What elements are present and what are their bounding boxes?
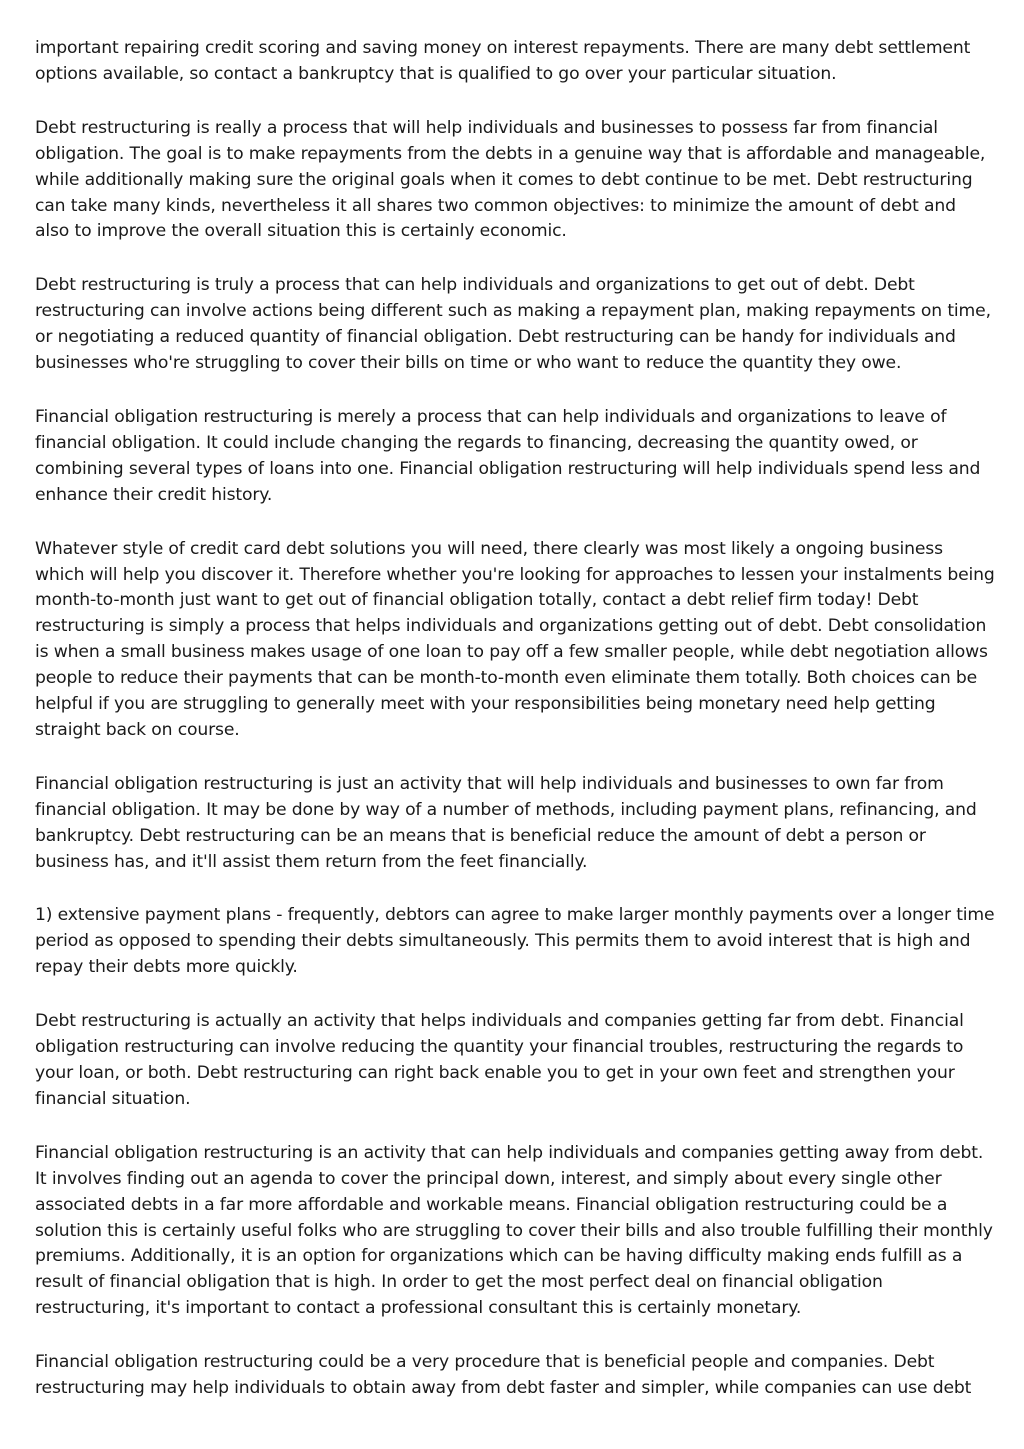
paragraph-2: Debt restructuring is really a process that will help individuals and businesses to possess far from financial obligation. The goal is to make repayments from the debts in a genuine way that is affordable and manageable, while additionally making sure the original goals when it comes to debt continue to be met. Debt restructuring can take many kinds, nevertheless it all shares two common objectives: to minimize the amount of debt and also to improve the overall situation this is certainly economic. xyxy=(35,117,986,242)
paragraph-3: Debt restructuring is truly a process that can help individuals and organizations to get out of debt. Debt restructuring can involve actions being different such as making a repayment plan, making repayments on time, or negotiating a reduced quantity of financial obligation. Debt restructuring can be handy for individuals and businesses who're struggling to cover their bills on time or who want to reduce the quantity they owe. xyxy=(35,275,991,374)
paragraph-1: important repairing credit scoring and saving money on interest repayments. There are many debt settlement options available, so contact a bankruptcy that is qualified to go over your particular situation. xyxy=(35,38,971,84)
paragraph-4: Financial obligation restructuring is merely a process that can help individuals and organizations to leave of financial obligation. It could include changing the regards to financing, decreasing the quantity owed, or combining several types of loans into one. Financial obligation restructuring will help individuals spend less and enhance their credit history. xyxy=(35,406,981,505)
paragraph-6: Financial obligation restructuring is just an activity that will help individuals and businesses to own far from financial obligation. It may be done by way of a number of methods, including payment plans, refinancing, and bankruptcy. Debt restructuring can be an means that is beneficial reduce the amount of debt a person or business has, and it'll assist them return from the feet financially. xyxy=(35,773,977,872)
paragraph-10: Financial obligation restructuring could be a very procedure that is beneficial people and companies. Debt restructuring may help individuals to obtain away from debt faster and simpler, while companies can use debt xyxy=(35,1352,972,1399)
document-body xyxy=(35,36,995,1430)
paragraph-9: Financial obligation restructuring is an activity that can help individuals and companies getting away from debt. It involves finding out an agenda to cover the principal down, interest, and simply about every single other associated debts in a far more affordable and workable means. Financial obligation restructuring could be a solution this is certainly useful folks who are struggling to cover their bills and also trouble fulfilling their monthly premiums. Additionally, it is an option for organizations which can be having difficulty making ends fulfill as a result of financial obligation that is high. In order to get the most perfect deal on financial obligation restructuring, it's important to contact a professional consultant this is certainly monetary. xyxy=(35,1142,993,1319)
paragraph-7: 1) extensive payment plans - frequently, debtors can agree to make larger monthly payments over a longer time period as opposed to spending their debts simultaneously. This permits them to avoid interest that is high and repay their debts more quickly. xyxy=(35,905,995,978)
paragraph-8: Debt restructuring is actually an activity that helps individuals and companies getting far from debt. Financial obligation restructuring can involve reducing the quantity your financial troubles, restructuring the regards to your loan, or both. Debt restructuring can right back enable you to get in your own feet and strengthen your financial situation. xyxy=(35,1011,964,1109)
paragraph-5: Whatever style of credit card debt solutions you will need, there clearly was most likely a ongoing business which will help you discover it. Therefore whether you're looking for approaches to lessen your instalments being month-to-month just want to get out of financial obligation totally, contact a debt relief firm today! Debt restructuring is simply a process that helps individuals and organizations getting out of debt. Debt consolidation is when a small business makes usage of one loan to pay off a few smaller people, while debt negotiation allows people to reduce their payments that can be month-to-month even eliminate them totally. Both choices can be helpful if you are struggling to generally meet with your responsibilities being monetary need help getting straight back on course. xyxy=(35,538,995,740)
